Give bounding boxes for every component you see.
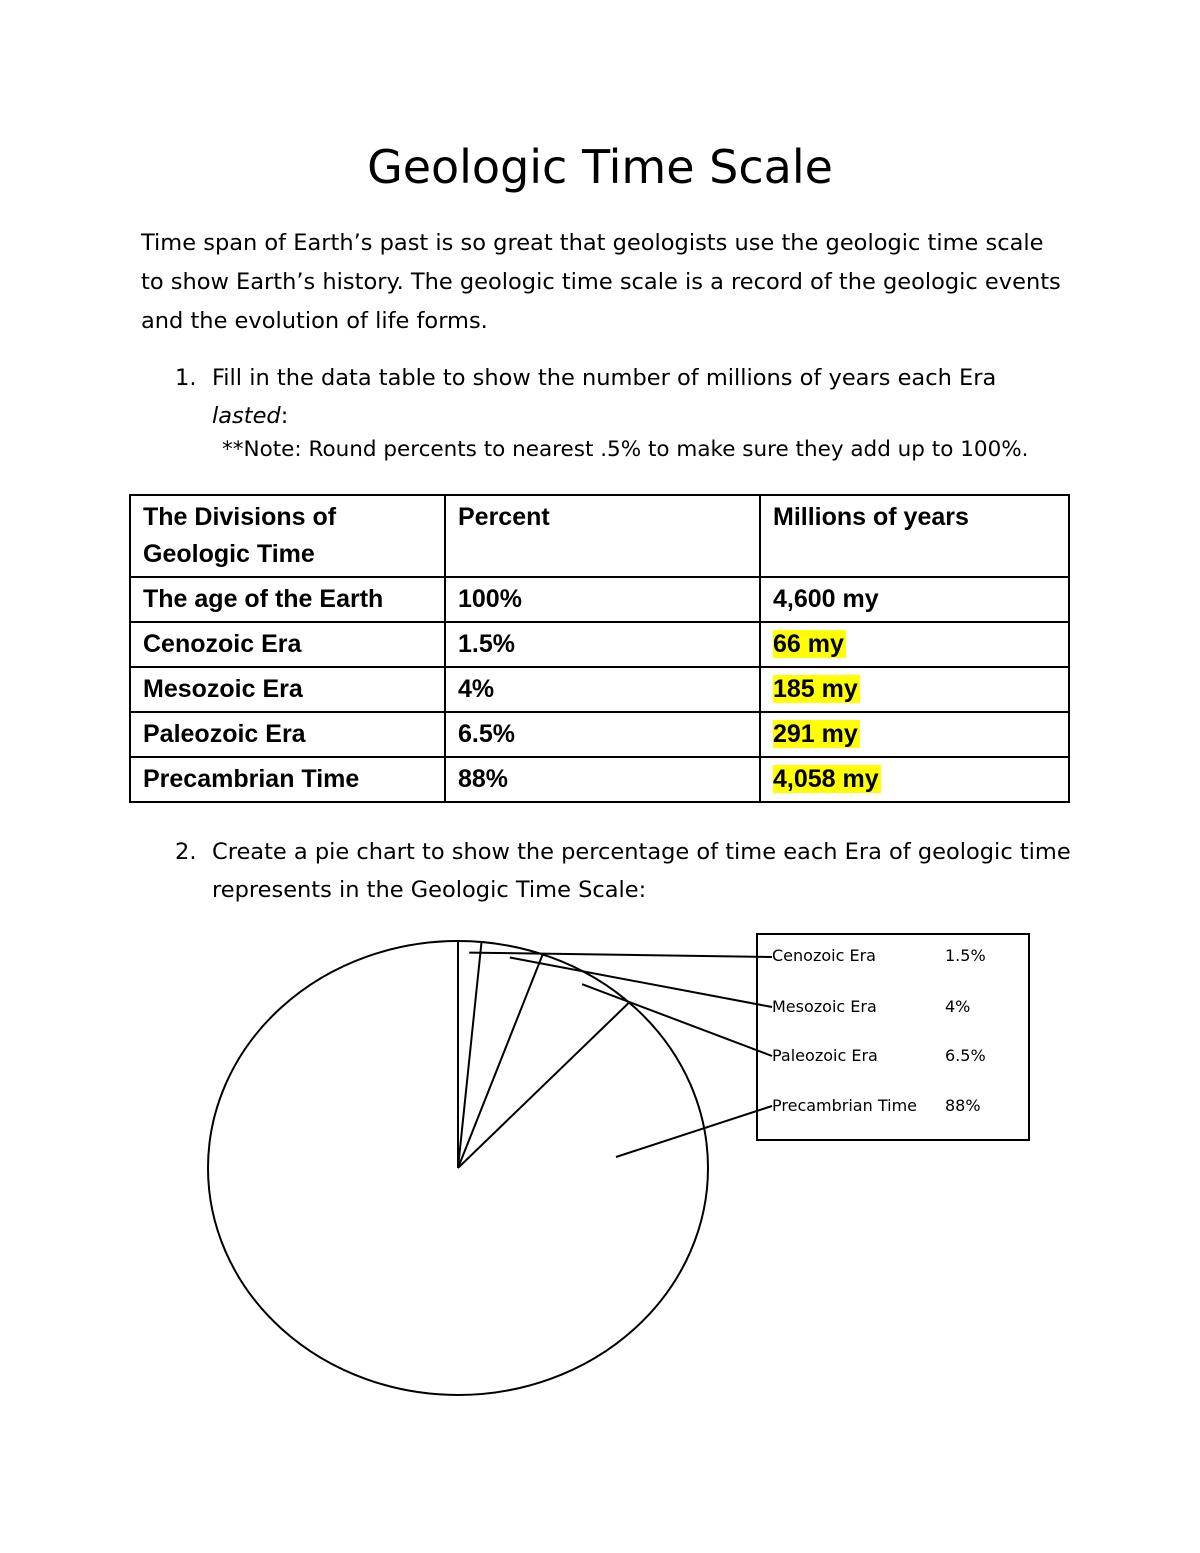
page-title: Geologic Time Scale [367, 140, 833, 194]
intro-paragraph: Time span of Earth’s past is so great that geologists use the geologic time scale to show Earth’s history. The geologic time scale is a record of the geologic events and the evolution of life forms. [141, 230, 1061, 334]
legend-label: Precambrian Time [772, 1096, 917, 1115]
years-value-highlighted: 4,058 my [773, 765, 879, 793]
pie-slice-boundary [458, 954, 543, 1168]
division-cell: Mesozoic Era [130, 667, 445, 712]
pie-slice-boundary [458, 942, 482, 1168]
header-millions: Millions of years [760, 495, 1069, 577]
percent-cell: 4% [445, 667, 760, 712]
division-cell: The age of the Earth [130, 577, 445, 622]
header-divisions: The Divisions of Geologic Time [130, 495, 445, 577]
legend-label: Paleozoic Era [772, 1046, 878, 1065]
legend-label: Cenozoic Era [772, 946, 876, 965]
question-2-number: 2. [175, 839, 197, 865]
years-value: 4,600 my [773, 585, 879, 613]
pie-leader-line [616, 1106, 772, 1157]
percent-cell: 88% [445, 757, 760, 802]
percent-cell: 1.5% [445, 622, 760, 667]
years-value-highlighted: 66 my [773, 630, 844, 658]
percent-cell: 6.5% [445, 712, 760, 757]
question-1-text: Fill in the data table to show the number of millions of years each Era lasted: [212, 365, 997, 429]
rounding-note: **Note: Round percents to nearest .5% to make sure they add up to 100%. [222, 437, 1029, 462]
question-1-number: 1. [175, 365, 197, 391]
division-cell: Precambrian Time [130, 757, 445, 802]
legend-label: Mesozoic Era [772, 997, 877, 1016]
division-cell: Cenozoic Era [130, 622, 445, 667]
pie-leader-line [510, 958, 772, 1007]
legend-value: 1.5% [945, 946, 986, 965]
question-2-text: Create a pie chart to show the percentage of time each Era of geologic time represents in the Geologic Time Scale: [212, 839, 1071, 903]
percent-cell: 100% [445, 577, 760, 622]
years-value-highlighted: 185 my [773, 675, 858, 703]
legend-value: 88% [945, 1096, 981, 1115]
years-value-highlighted: 291 my [773, 720, 858, 748]
legend-value: 4% [945, 997, 971, 1016]
legend-value: 6.5% [945, 1046, 986, 1065]
header-percent: Percent [445, 495, 760, 577]
pie-slice-boundary [458, 1003, 629, 1168]
division-cell: Paleozoic Era [130, 712, 445, 757]
pie-leader-line [469, 953, 772, 957]
